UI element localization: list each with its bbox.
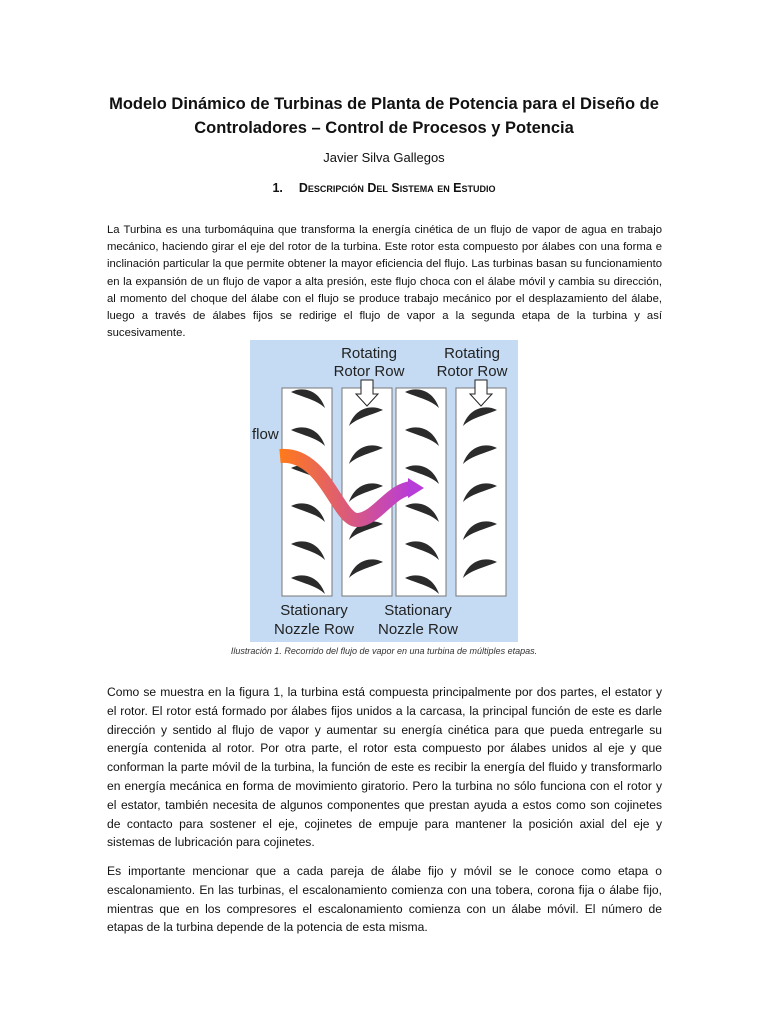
section-title: Descripción Del Sistema en Estudio bbox=[298, 181, 496, 195]
turbine-figure bbox=[250, 340, 518, 642]
label-rotating-1: Rotating bbox=[341, 345, 397, 362]
label-nozzle-row-2: Nozzle Row bbox=[377, 621, 459, 638]
paragraph-intro: La Turbina es una turbomáquina que transforma la energía cinética de un flujo de vapor de agua en trabajo mecánico, haciendo girar el eje del rotor de la turbina. Este rotor esta compuesto por álabes con una forma e inclinación particular la que permite obtener la mayor eficiencia del flujo. Las turbinas basan su funcionamiento en la expansión de un flujo de vapor a alta presión, este flujo choca con el álabe móvil y cambia su dirección, al momento del choque del álabe con el flujo se produce trabajo mecánico por el desplazamiento del álabe, luego a través de álabes fijos se redirige el flujo de vapor a la segunda etapa de la turbina y así sucesivamente. bbox=[107, 224, 662, 339]
label-nozzle-row-1: Nozzle Row bbox=[273, 621, 355, 638]
figure-caption: Ilustración 1. Recorrido del flujo de vapor en una turbina de múltiples etapas. bbox=[230, 646, 538, 656]
paragraph-stages: Es importante mencionar que a cada pareja de álabe fijo y móvil se le conoce como etapa o escalonamiento. En las turbinas, el escalonamiento comienza con una tobera, corona fija o álabe fijo, mientras que en los compresores el escalonamiento comienza con un álabe móvil. El número de etapas de la turbina depende de la potencia de esta misma. bbox=[107, 864, 662, 935]
turbine-diagram bbox=[250, 340, 518, 642]
label-flow: flow bbox=[252, 426, 279, 443]
label-rotating-2: Rotating bbox=[444, 345, 500, 362]
section-heading bbox=[0, 181, 768, 195]
label-stationary-2: Stationary bbox=[384, 602, 452, 619]
label-rotor-row-1: Rotor Row bbox=[333, 363, 405, 380]
section-number: 1. bbox=[272, 181, 283, 195]
paragraph-components: Como se muestra en la figura 1, la turbina está compuesta principalmente por dos partes, el estator y el rotor. El rotor está formado por álabes fijos unidos a la carcasa, la principal función de este es darle dirección y sentido al flujo de vapor y aumentar su energía cinética para que pueda entregarle su energía contenida al rotor. Por otra parte, el rotor esta compuesto por álabes unidos al eje y que conforman la parte móvil de la turbina, la función de este es recibir la energía del fluido y transformarlo en energía mecánica en forma de movimiento giratorio. Pero la turbina no sólo funciona con el rotor y el estator, también necesita de algunos componentes que prestan ayuda a estos como son cojinetes de contacto para sostener el eje, cojinetes de empuje para mantener la posición axial del eje y sistemas de lubricación para cojinetes. bbox=[107, 685, 662, 850]
author-name: Javier Silva Gallegos bbox=[323, 150, 445, 165]
document-title: Modelo Dinámico de Turbinas de Planta de Potencia para el Diseño de Controladores – Control de Procesos y Potencia bbox=[109, 95, 659, 137]
label-stationary-1: Stationary bbox=[280, 602, 348, 619]
label-rotor-row-2: Rotor Row bbox=[436, 363, 508, 380]
